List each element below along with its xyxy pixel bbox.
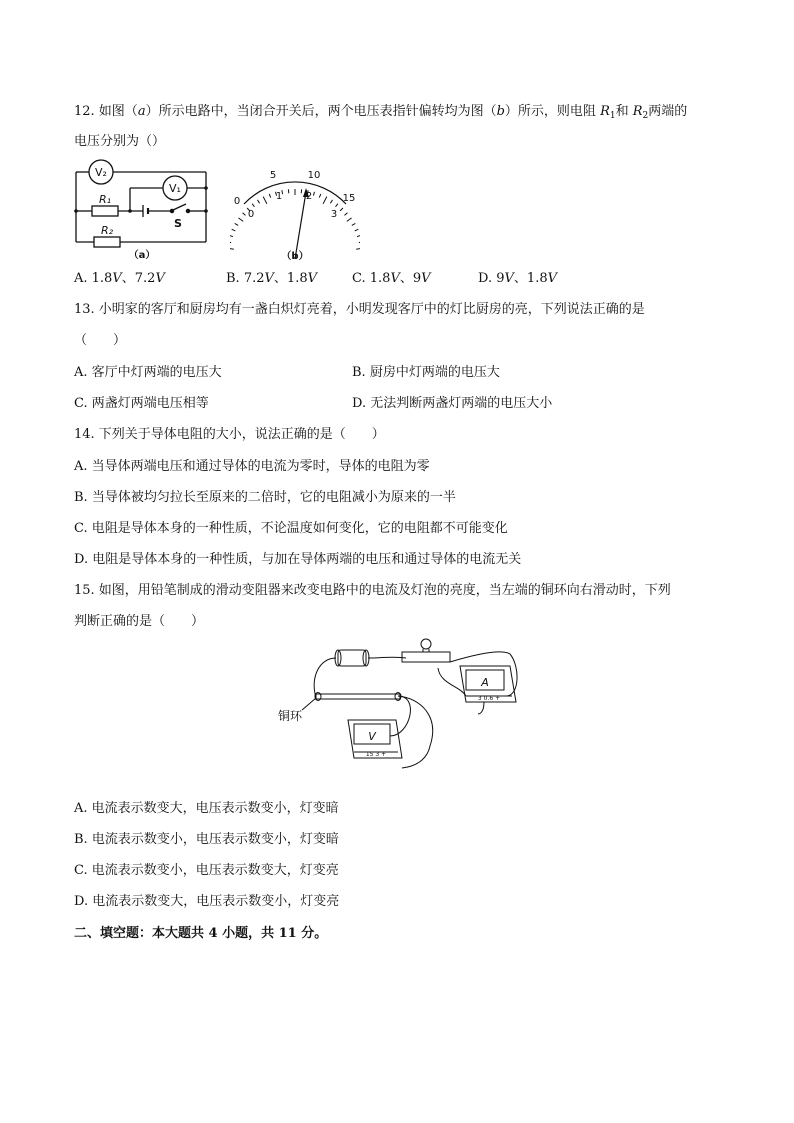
opt-val1: 9 xyxy=(496,271,505,286)
q14-option-c: C. 电阻是导体本身的一种性质，不论温度如何变化，它的电阻都不可能变化 xyxy=(74,521,508,536)
dial-tick xyxy=(323,197,327,204)
q15-pencil-rheostat-figure xyxy=(270,636,530,776)
q12-text-c: ）所示，则电阻 xyxy=(504,104,601,119)
opt-unit1: V xyxy=(390,271,400,286)
q12-text-b: ）所示电路中，当闭合开关后，两个电压表指针偏转均为图（ xyxy=(145,104,497,119)
q12-stem-line1 xyxy=(74,104,687,124)
q15-ammeter-terminals: 3 0.6 + xyxy=(477,695,501,702)
section-2-heading: 二、填空题：本大题共 4 小题，共 11 分。 xyxy=(74,926,328,941)
q15-voltmeter-symbol: V xyxy=(368,730,376,743)
q13-option-c: C. 两盏灯两端电压相等 xyxy=(74,396,209,411)
q12-dial-figure-b xyxy=(230,164,360,264)
opt-val2: 1.8 xyxy=(526,271,548,286)
dial-tick xyxy=(356,248,360,249)
q14-option-a: A. 当导体两端电压和通过导体的电流为零时，导体的电阻为零 xyxy=(74,459,430,474)
dial-tick xyxy=(230,235,233,236)
dial-tick xyxy=(359,242,360,243)
dial-tick xyxy=(230,248,234,249)
q15-ammeter-symbol: A xyxy=(481,676,489,689)
q12-fig-b-ref: b xyxy=(496,104,505,119)
dial-tick xyxy=(319,194,321,198)
opt-sep: 、 xyxy=(273,271,287,286)
q12-text-end: 两端的 xyxy=(648,104,688,119)
opt-sep: 、 xyxy=(121,271,135,286)
q14-stem: 14. 下列关于导体电阻的大小，说法正确的是（ ） xyxy=(74,427,385,442)
dial-tick xyxy=(352,223,356,225)
opt-val1: 1.8 xyxy=(91,271,113,286)
q12-r1-label: R₁ xyxy=(98,193,112,206)
opt-letter: A. xyxy=(74,271,92,286)
dial-tick xyxy=(340,208,343,211)
q15-stem-line1: 15. 如图，用铅笔制成的滑动变阻器来改变电路中的电流及灯泡的亮度，当左端的铜环向右滑动时，下列 xyxy=(74,583,671,598)
dial-inner-0: 0 xyxy=(247,209,255,220)
opt-sep: 、 xyxy=(399,271,413,286)
opt-val1: 7.2 xyxy=(243,271,265,286)
opt-letter: B. xyxy=(226,271,244,286)
dial-tick xyxy=(330,200,332,203)
q12-fig-a-ref: a xyxy=(137,104,146,119)
dial-outer-15: 15 xyxy=(342,193,356,204)
q12-fig-b-caption: （b） xyxy=(281,251,309,262)
q12-switch-label: S xyxy=(174,217,182,230)
dial-tick xyxy=(313,192,314,196)
opt-unit2: V xyxy=(155,271,165,286)
opt-unit1: V xyxy=(264,271,274,286)
q15-ring-label: 铜环 xyxy=(278,709,303,723)
opt-unit1: V xyxy=(504,271,514,286)
q13-option-b: B. 厨房中灯两端的电压大 xyxy=(352,365,500,380)
q13-option-d: D. 无法判断两盏灯两端的电压大小 xyxy=(352,396,553,411)
dial-tick xyxy=(336,204,338,207)
opt-unit2: V xyxy=(307,271,317,286)
q12-v1-label: V₁ xyxy=(169,182,181,195)
dial-tick xyxy=(269,194,271,198)
opt-unit1: V xyxy=(112,271,122,286)
q13-stem-line1: 13. 小明家的客厅和厨房均有一盏白炽灯亮着，小明发现客厅中的灯比厨房的亮，下列说法正确的是 xyxy=(74,302,645,317)
dial-tick xyxy=(235,223,239,225)
q12-option-d xyxy=(478,271,557,287)
q12-stem-line2: 电压分别为（） xyxy=(74,134,166,149)
q13-option-a: A. 客厅中灯两端的电压大 xyxy=(74,365,222,380)
q12-option-a xyxy=(74,271,165,287)
dial-tick xyxy=(252,204,254,207)
opt-letter: D. xyxy=(478,271,497,286)
opt-unit2: V xyxy=(547,271,557,286)
q15-voltmeter-terminals: 15 3 + xyxy=(365,751,387,758)
q12-r2-label: R₂ xyxy=(100,224,114,237)
opt-sep: 、 xyxy=(513,271,527,286)
opt-val2: 1.8 xyxy=(286,271,308,286)
q12-r2: R xyxy=(632,104,643,119)
dial-outer-0: 0 xyxy=(233,196,241,207)
opt-val2: 9 xyxy=(412,271,422,286)
dial-tick xyxy=(355,229,359,231)
q12-r1-sub: 1 xyxy=(609,111,616,121)
dial-tick xyxy=(238,218,243,222)
dial-tick xyxy=(258,200,260,203)
q15-option-a: A. 电流表示数变大，电压表示数变小，灯变暗 xyxy=(74,801,339,816)
q12-r2-sub: 2 xyxy=(642,111,649,121)
q14-option-d: D. 电阻是导体本身的一种性质，与加在导体两端的电压和通过导体的电流无关 xyxy=(74,552,522,567)
q12-option-b xyxy=(226,271,317,287)
q12-fig-a-caption: （a） xyxy=(128,250,156,261)
q15-option-b: B. 电流表示数变小，电压表示数变小，灯变暗 xyxy=(74,832,339,847)
q15-option-c: C. 电流表示数变小，电压表示数变大，灯变亮 xyxy=(74,863,339,878)
dial-tick xyxy=(357,235,360,236)
opt-letter: C. xyxy=(352,271,370,286)
dial-inner-1: 1 xyxy=(275,191,283,202)
q14-option-b: B. 当导体被均匀拉长至原来的二倍时，它的电阻减小为原来的一半 xyxy=(74,490,456,505)
opt-val2: 7.2 xyxy=(134,271,156,286)
dial-outer-10: 10 xyxy=(307,170,321,181)
dial-tick xyxy=(243,213,246,216)
dial-tick xyxy=(230,242,231,243)
opt-unit2: V xyxy=(421,271,431,286)
dial-outer-5: 5 xyxy=(269,170,277,181)
q12-text-a: 12. 如图（ xyxy=(74,104,138,119)
dial-inner-3: 3 xyxy=(330,209,338,220)
dial-tick xyxy=(232,229,236,231)
q13-stem-line2: （ ） xyxy=(74,333,127,348)
dial-tick xyxy=(345,213,348,216)
q15-stem-line2: 判断正确的是（ ） xyxy=(74,614,205,629)
q12-r1: R xyxy=(600,104,610,119)
q12-circuit-figure-a xyxy=(70,156,215,262)
q12-v2-label: V₂ xyxy=(95,166,107,179)
opt-val1: 1.8 xyxy=(369,271,391,286)
q15-option-d: D. 电流表示数变大，电压表示数变小，灯变亮 xyxy=(74,894,340,909)
dial-tick xyxy=(263,197,267,204)
dial-tick xyxy=(347,218,352,222)
dial-inner-2: 2 xyxy=(305,191,313,202)
q12-text-mid: 和 xyxy=(615,104,633,119)
q12-option-c xyxy=(352,271,431,287)
